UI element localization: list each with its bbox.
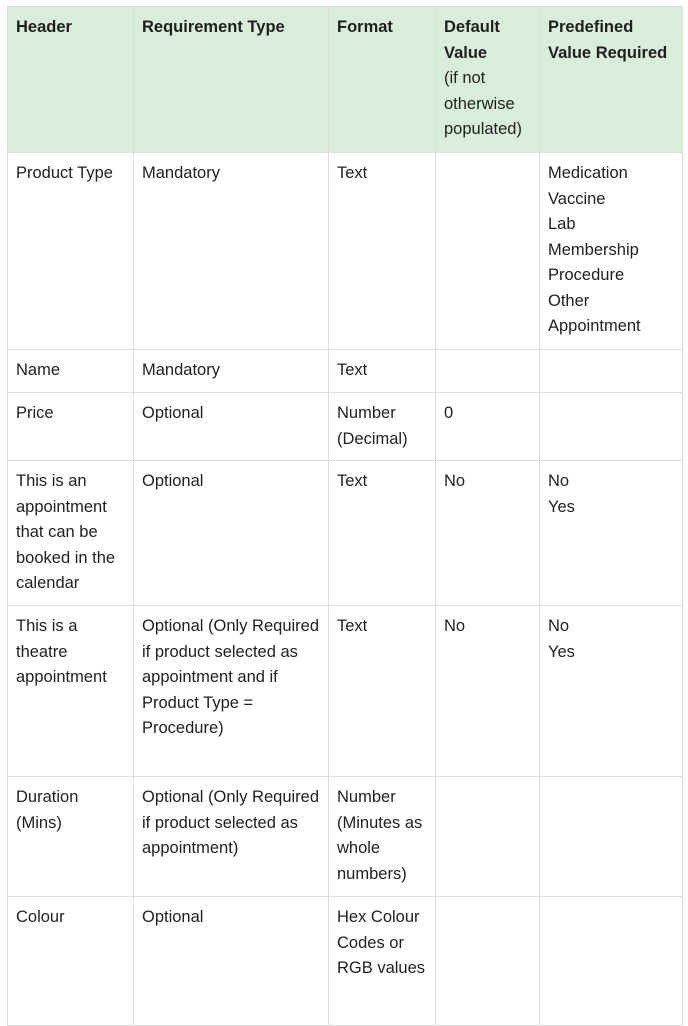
cell-format: Text xyxy=(329,350,436,393)
predefined-value: Medication xyxy=(548,164,628,182)
table-row xyxy=(8,461,683,606)
predefined-value: Appointment xyxy=(548,317,641,335)
cell-header: Price xyxy=(8,393,134,461)
cell-format: Text xyxy=(329,461,436,606)
cell-default: No xyxy=(436,606,540,777)
cell-predefined xyxy=(540,153,683,350)
table-row xyxy=(8,350,683,393)
cell-predefined xyxy=(540,393,683,461)
cell-format: Text xyxy=(329,153,436,350)
column-header-requirement-type: Requirement Type xyxy=(134,7,329,153)
cell-predefined xyxy=(540,350,683,393)
cell-requirement: Mandatory xyxy=(134,153,329,350)
predefined-value: No xyxy=(548,472,570,490)
cell-format: Number (Decimal) xyxy=(329,393,436,461)
cell-default xyxy=(436,350,540,393)
default-value-title: Default Value xyxy=(444,18,500,62)
table-row xyxy=(8,153,683,350)
predefined-value: Yes xyxy=(548,642,575,661)
cell-requirement: Mandatory xyxy=(134,350,329,393)
cell-default: 0 xyxy=(436,393,540,461)
table-row xyxy=(8,393,683,461)
column-header-predefined-value: Predefined Value Required xyxy=(540,7,683,153)
column-header-header: Header xyxy=(8,7,134,153)
predefined-value: Vaccine xyxy=(548,189,606,208)
table-row xyxy=(8,777,683,897)
cell-requirement: Optional (Only Required if product selected as appointment and if Product Type = Procedure) xyxy=(134,606,329,777)
cell-header: Colour xyxy=(8,897,134,1026)
cell-format: Text xyxy=(329,606,436,777)
cell-predefined xyxy=(540,461,683,606)
cell-format: Hex Colour Codes or RGB values xyxy=(329,897,436,1026)
cell-requirement: Optional xyxy=(134,393,329,461)
column-header-format: Format xyxy=(329,7,436,153)
cell-requirement: Optional xyxy=(134,461,329,606)
predefined-value: Yes xyxy=(548,497,575,516)
column-header-default-value xyxy=(436,7,540,153)
table-row xyxy=(8,897,683,1026)
default-value-note: (if not otherwise populated) xyxy=(444,69,522,138)
cell-format: Number (Minutes as whole numbers) xyxy=(329,777,436,897)
table-header-row xyxy=(8,7,683,153)
cell-header: This is a theatre appointment xyxy=(8,606,134,777)
cell-predefined xyxy=(540,777,683,897)
cell-header: This is an appointment that can be booked in the calendar xyxy=(8,461,134,606)
predefined-value: Procedure xyxy=(548,266,625,284)
cell-predefined xyxy=(540,606,683,777)
predefined-value: Other xyxy=(548,291,590,310)
cell-default xyxy=(436,897,540,1026)
cell-header: Product Type xyxy=(8,153,134,350)
predefined-value: No xyxy=(548,617,570,635)
table-row xyxy=(8,606,683,777)
cell-default xyxy=(436,777,540,897)
cell-header: Duration (Mins) xyxy=(8,777,134,897)
predefined-value: Membership xyxy=(548,240,639,259)
requirements-table xyxy=(7,6,683,1026)
cell-default xyxy=(436,153,540,350)
cell-header: Name xyxy=(8,350,134,393)
cell-requirement: Optional (Only Required if product selected as appointment) xyxy=(134,777,329,897)
cell-predefined xyxy=(540,897,683,1026)
requirements-table-container xyxy=(7,6,682,1026)
predefined-value: Lab xyxy=(548,215,576,233)
cell-requirement: Optional xyxy=(134,897,329,1026)
cell-default: No xyxy=(436,461,540,606)
